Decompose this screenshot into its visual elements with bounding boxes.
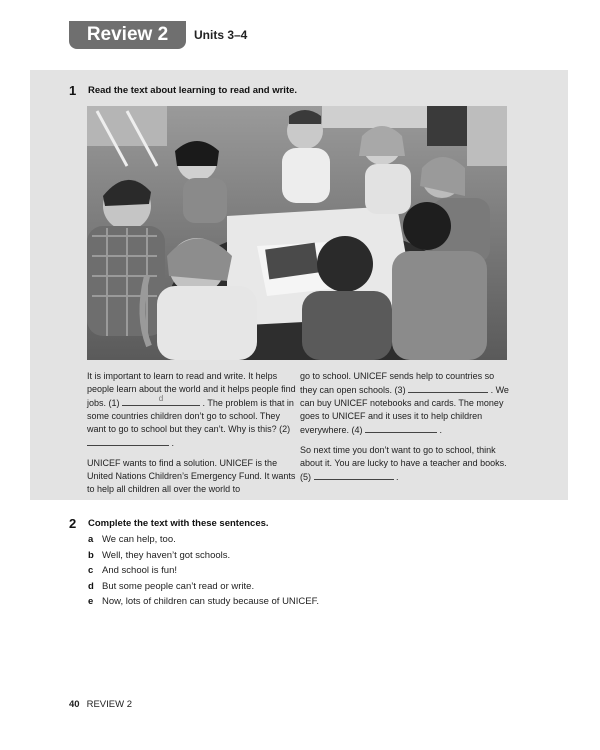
text-segment: . [169,438,175,448]
exercise-2-instruction: Complete the text with these sentences. [88,518,269,529]
exercise-1-instruction: Read the text about learning to read and write. [88,85,298,96]
list-item [88,548,319,564]
review-badge [69,21,186,49]
item-text: We can help, too. [102,534,176,545]
item-letter: d [88,580,94,592]
gap-4[interactable] [365,423,437,433]
page-number: 40 [69,699,80,710]
list-item [88,563,319,579]
photo-illustration [87,106,507,360]
item-text: Now, lots of children can study because of UNICEF. [102,596,320,607]
paragraph-2: UNICEF wants to find a solution. UNICEF is the United Nations Children’s Emergency Fund. It wants to help all children all over the world to [87,458,296,494]
gap-5[interactable] [314,470,394,480]
exercise-2-number: 2 [69,516,77,531]
item-letter: c [88,565,94,576]
paragraph-4 [300,444,512,484]
footer-section: REVIEW 2 [86,699,132,710]
list-item [88,594,319,610]
units-heading: Units 3–4 [194,28,248,42]
children-reading-photo [87,106,507,360]
reading-text-column-2 [300,370,512,491]
paragraph-1 [87,370,299,450]
page-footer [69,699,132,710]
item-letter: e [88,596,94,607]
text-segment: . We can buy UNICEF notebooks and cards. The money goes to UNICEF and it uses it to help children everywhere. (4) [300,385,509,435]
text-segment: . [393,472,399,482]
text-segment: . The problem is that in some countries children don’t go to school. They want to go to school but they can’t. Why is this? (2) [87,398,294,434]
exercise-1-number: 1 [69,83,77,98]
gap-2[interactable] [87,436,169,446]
text-segment: . [437,425,443,435]
gap-1-answer: d [158,394,164,403]
item-letter: b [88,549,94,561]
sentence-options-list [88,532,319,610]
gap-1[interactable] [122,396,200,406]
text-segment: So next time you don’t want to go to school, think about it. You are lucky to have a teacher and books. (5) [300,445,507,482]
item-text: Well, they haven’t got schools. [102,549,231,561]
text-segment: go to school. UNICEF sends help to countries so they can open schools. (3) [300,371,495,395]
gap-3[interactable] [408,383,488,393]
item-text: And school is fun! [102,565,177,576]
item-text: But some people can’t read or write. [102,580,255,592]
text-segment: It is important to learn to read and write. It helps people learn about the world and it helps people find jobs. (1) [87,371,296,408]
reading-text-column-1 [87,370,299,503]
paragraph-3 [300,370,512,437]
review-badge-label: Review 2 [86,24,169,45]
item-letter: a [88,534,94,545]
list-item [88,532,319,548]
list-item [88,579,319,595]
